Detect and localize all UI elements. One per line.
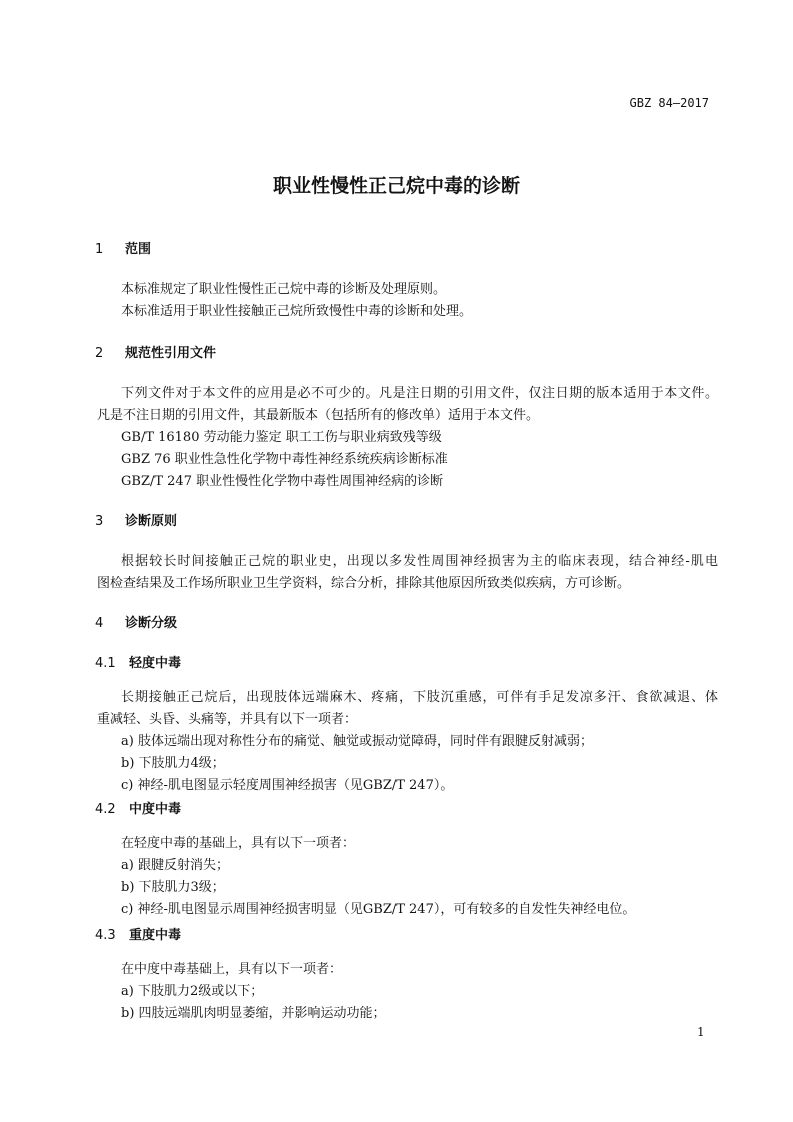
list-item: b) 下肢肌力4级；: [121, 756, 225, 771]
section-heading-3: [95, 515, 177, 528]
section-heading-4-1: [95, 657, 181, 670]
paragraph-line: 在中度中毒基础上，具有以下一项者：: [121, 962, 343, 977]
section-number: 4.3: [95, 928, 116, 943]
section-title: 重度中毒: [129, 928, 182, 943]
section-heading-4-2: [95, 803, 181, 816]
paragraph-line: 本标准适用于职业性接触正己烷所致慢性中毒的诊断和处理。: [121, 304, 473, 319]
paragraph-line: 下列文件对于本文件的应用是必不可少的。凡是注日期的引用文件，仅注日期的版本适用于本文件。: [121, 386, 718, 401]
list-item: a) 下肢肌力2级或以下；: [121, 984, 264, 999]
paragraph-line: 凡是不注日期的引用文件，其最新版本（包括所有的修改单）适用于本文件。: [97, 408, 540, 423]
section-number: 4.2: [95, 802, 116, 817]
section-title: 规范性引用文件: [125, 346, 217, 361]
section-heading-4: [95, 617, 177, 630]
standard-code: GBZ 84—2017: [629, 96, 709, 110]
list-item: b) 四肢远端肌肉明显萎缩，并影响运动功能；: [121, 1006, 386, 1021]
reference-item: GBZ 76 职业性急性化学物中毒性神经系统疾病诊断标准: [121, 452, 448, 467]
section-title: 诊断分级: [125, 616, 178, 631]
section-title: 中度中毒: [129, 802, 182, 817]
section-heading-4-3: [95, 929, 181, 942]
paragraph-line: 图检查结果及工作场所职业卫生学资料，综合分析，排除其他原因所致类似疾病，方可诊断。: [97, 576, 631, 591]
section-heading-1: [95, 243, 151, 256]
page-number: 1: [697, 1025, 705, 1039]
paragraph-line: 重减轻、头昏、头痛等，并具有以下一项者：: [97, 712, 358, 727]
section-number: 1: [95, 242, 104, 257]
paragraph-line: 在轻度中毒的基础上，具有以下一项者：: [121, 836, 356, 851]
list-item: a) 跟腱反射消失；: [121, 858, 229, 873]
section-number: 4.1: [95, 656, 116, 671]
section-heading-2: [95, 347, 216, 360]
section-title: 轻度中毒: [129, 656, 182, 671]
list-item: a) 肢体远端出现对称性分布的痛觉、触觉或振动觉障碍，同时伴有跟腱反射减弱；: [121, 734, 593, 749]
section-title: 诊断原则: [125, 514, 178, 529]
section-number: 2: [95, 346, 104, 361]
reference-item: GBZ/T 247 职业性慢性化学物中毒性周围神经病的诊断: [121, 474, 444, 489]
list-item: b) 下肢肌力3级；: [121, 880, 225, 895]
reference-item: GB/T 16180 劳动能力鉴定 职工工伤与职业病致残等级: [121, 430, 442, 445]
page-title: 职业性慢性正己烷中毒的诊断: [272, 175, 520, 197]
section-title: 范围: [125, 242, 152, 257]
paragraph-line: 根据较长时间接触正己烷的职业史，出现以多发性周围神经损害为主的临床表现，结合神经-肌电: [121, 554, 718, 569]
section-number: 4: [95, 616, 104, 631]
paragraph-line: 长期接触正己烷后，出现肢体远端麻木、疼痛，下肢沉重感，可伴有手足发凉多汗、食欲减退、体: [121, 690, 718, 705]
paragraph-line: 本标准规定了职业性慢性正己烷中毒的诊断及处理原则。: [121, 282, 447, 297]
list-item: c) 神经-肌电图显示轻度周围神经损害（见GBZ/T 247）。: [121, 778, 454, 793]
section-number: 3: [95, 514, 104, 529]
list-item: c) 神经-肌电图显示周围神经损害明显（见GBZ/T 247），可有较多的自发性失神经电位。: [121, 902, 636, 917]
